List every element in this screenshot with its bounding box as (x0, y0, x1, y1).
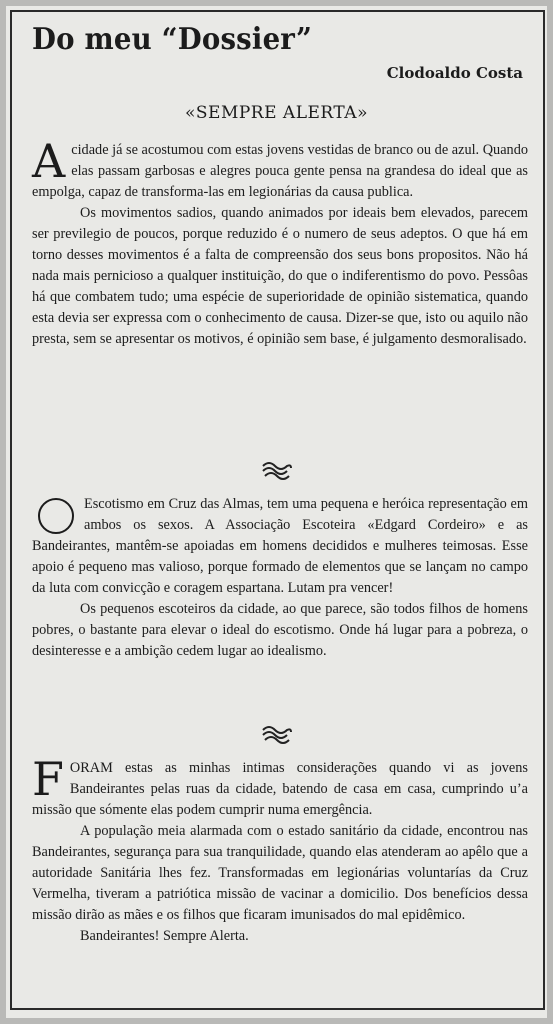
paragraph-6: A população meia alarmada com o estado sanitário da cidade, encontrou nas Bandeirantes, segurança para sua tranquilidade, quando elas atenderam ao apêlo que a autoridade Sanitária lhes fez. Transformadas em legionárias voluntarías da Cruz Vermelha, tiveram a patriótica missão de vacinar a domicilio. Dos benefícios dessa missão dirão as mães e os filhos que ficaram imunisados do mal epidêmico. (32, 823, 528, 923)
paragraph-1-text: cidade já se acostumou com estas jovens vestidas de branco ou de azul. Quando elas passam garbosas e alegres pouca gente pensa na grandesa do ideal que as empolga, capaz de transforma-las em legionárias da causa publica. (32, 142, 528, 200)
section-title: «SEMPRE ALERTA» (185, 103, 368, 123)
paragraph-5-text: ORAM estas as minhas intimas considerações quando vi as jovens Bandeirantes pelas ruas da cidade, batendo de casa em casa, cumprindo u’a missão que sómente elas podem cumprir numa emergência. (32, 760, 528, 818)
author-name: Clodoaldo Costa (386, 64, 523, 82)
wave-ornament-icon (259, 458, 295, 482)
wave-ornament-icon (259, 722, 295, 746)
paragraph-block-3 (32, 752, 528, 947)
paragraph-block-2 (32, 494, 528, 662)
paragraph-1 (32, 134, 528, 203)
paragraph-block-1 (32, 134, 528, 350)
paragraph-5 (32, 752, 528, 821)
paragraph-4: Os pequenos escoteiros da cidade, ao que parece, são todos filhos de homens pobres, o bastante para elevar o ideal do escotismo. Onde há lugar para a pobreza, o desinteresse e a ambição cedem lugar ao idealismo. (32, 601, 528, 659)
paragraph-3 (32, 494, 528, 599)
ornament-divider-2 (0, 722, 553, 750)
paragraph-7: Bandeirantes! Sempre Alerta. (80, 928, 249, 944)
ornament-divider-1 (0, 458, 553, 486)
dropcap-o-icon (38, 498, 74, 534)
dropcap-f: F (32, 752, 64, 806)
dropcap-a: A (32, 134, 66, 188)
paragraph-3-text: Escotismo em Cruz das Almas, tem uma pequena e heróica representação em ambos os sexos. A Associação Escoteira «Edgard Cordeiro» e as Bandeirantes, mantêm-se apoiadas em homens decididos e mulheres teimosas. Esse apoio é pequeno mas valioso, porque formado de elementos que se lançam no campo da luta com convicção e coragem espartana. Lutam pra vencer! (32, 496, 528, 596)
article-title: Do meu “Dossier” (32, 22, 313, 57)
paragraph-2: Os movimentos sadios, quando animados por ideais bem elevados, parecem ser previlegio de poucos, porque reduzido é o numero de seus adeptos. O que há em torno desses movimentos é a falta de compreensão dos seus bons propositos. Não há nada mais pernicioso a qualquer instituição, do que o indiferentismo do povo. Pessôas há que combatem tudo; uma espécie de superioridade de opinião sistematica, quando esta devia ser expressa com o conhecimento de causa. Dizer-se que, isto ou aquilo não presta, sem se apresentar os motivos, é opinião sem base, é julgamento desmoralisado. (32, 205, 528, 347)
